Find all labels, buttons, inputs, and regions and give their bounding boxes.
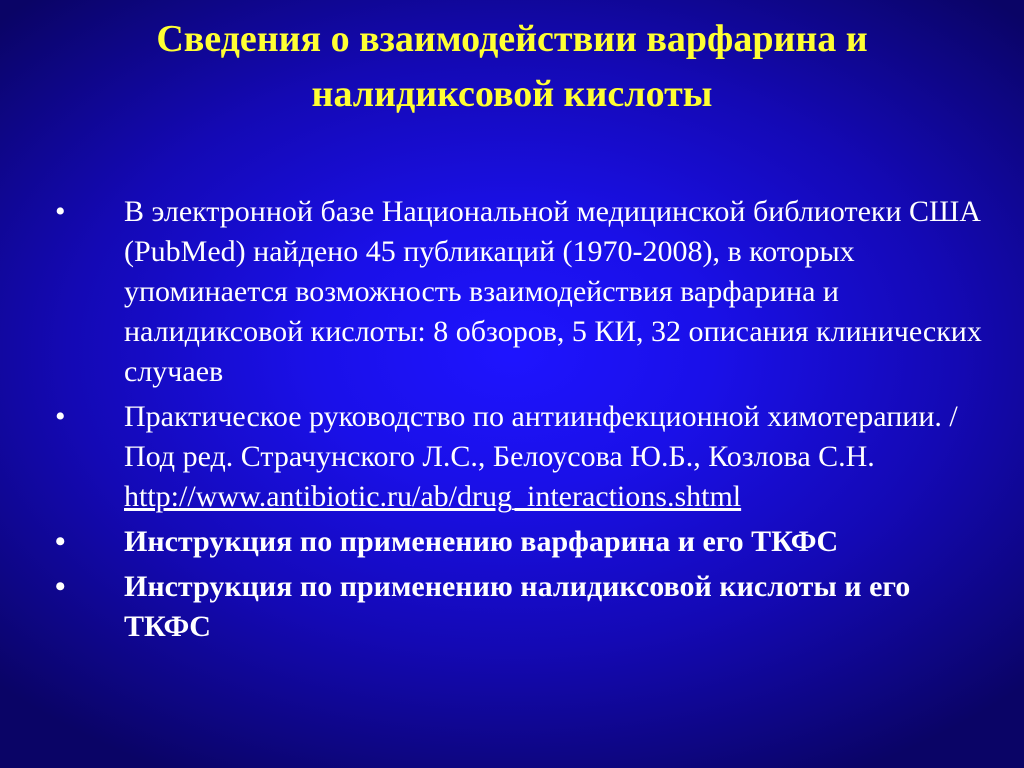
bullet-item-guide: [55, 397, 985, 517]
bullet-marker: •: [55, 525, 66, 558]
bullet-list: [55, 192, 985, 652]
bullet-text-nalidixic-instruction: Инструкция по применению налидиксовой кислоты и его ТКФС: [124, 570, 911, 643]
drug-interactions-link[interactable]: http://www.antibiotic.ru/ab/drug_interactions.shtml: [124, 480, 742, 513]
bullet-marker: •: [55, 570, 66, 603]
bullet-item-nalidixic-instruction: [55, 567, 985, 647]
bullet-marker: •: [55, 195, 66, 228]
bullet-marker: •: [55, 400, 66, 433]
slide-title: Сведения о взаимодействии варфарина и налидиксовой кислоты: [156, 18, 868, 115]
bullet-item-pubmed: [55, 192, 985, 392]
bullet-text-pubmed: В электронной базе Национальной медицинской библиотеки США (PubMed) найдено 45 публикаций (1970-2008), в которых упоминается возможность взаимодействия варфарина и налидиксовой кислоты: 8 обзоров, 5 КИ, 32 описания клинических случаев: [124, 195, 982, 388]
bullet-text-guide: [124, 397, 985, 517]
bullet-text-warfarin-instruction: Инструкция по применению варфарина и его ТКФС: [124, 525, 839, 558]
bullet-item-warfarin-instruction: [55, 522, 985, 562]
guide-reference-text: Практическое руководство по антиинфекционной химотерапии. / Под ред. Страчунского Л.С., Белоусова Ю.Б., Козлова С.Н.: [124, 400, 958, 473]
